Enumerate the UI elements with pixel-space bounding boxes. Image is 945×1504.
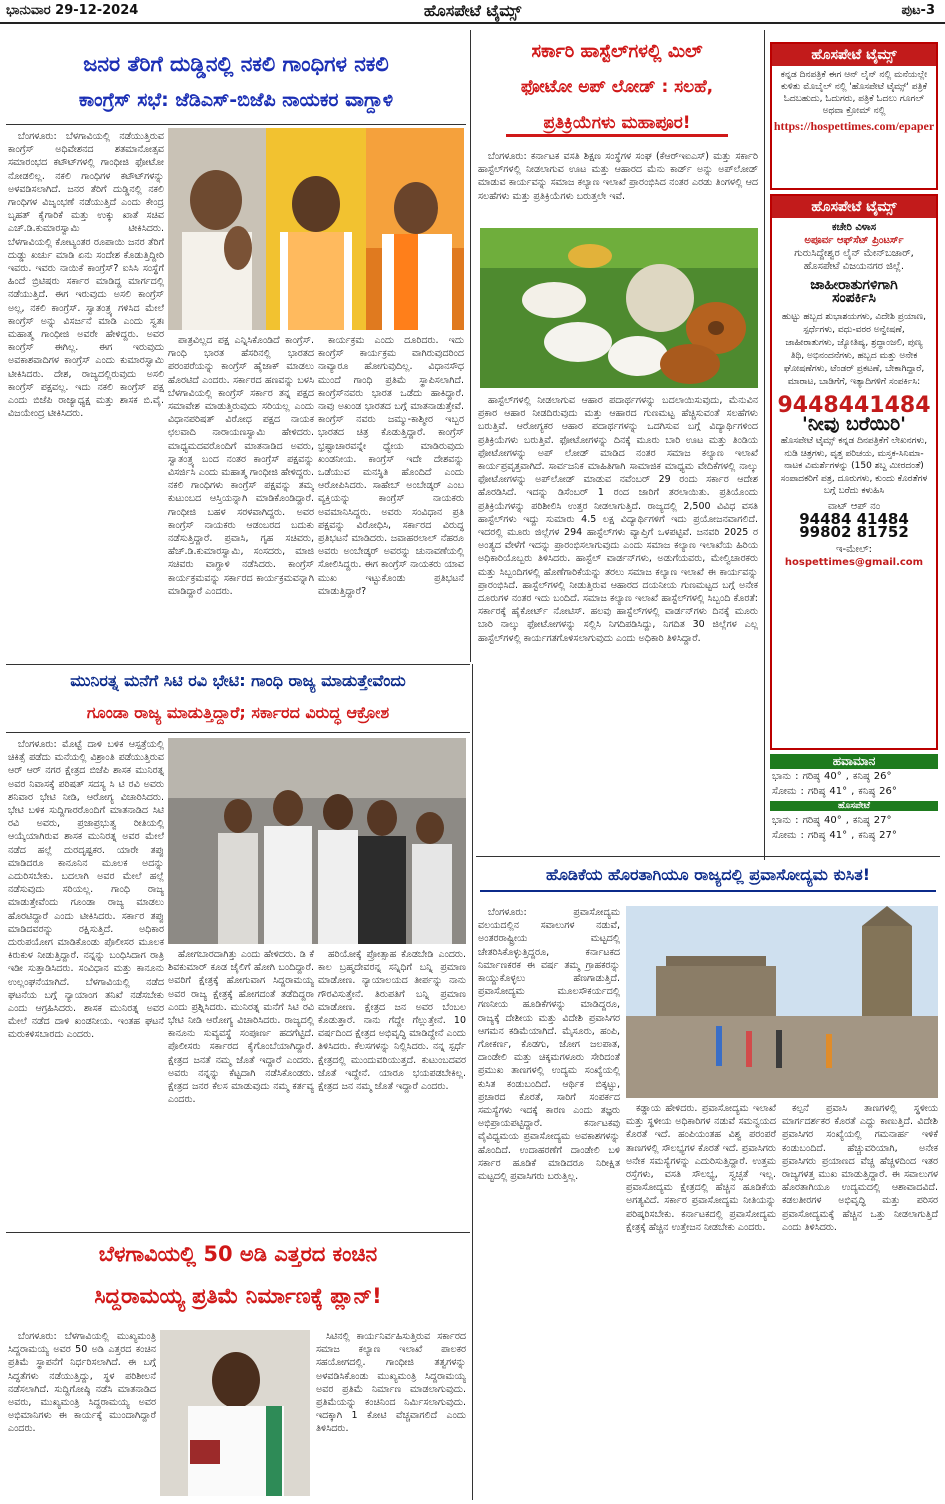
weather-day: ಭಾನು [772,815,792,826]
office-label: ಕಚೇರಿ ವಿಳಾಸ [831,222,877,233]
write-slogan: 'ನೀವು ಬರೆಯಿರಿ' [802,413,906,435]
weather-row: ಭಾನು : ಗರಿಷ್ಠ 40° , ಕನಿಷ್ಠ 27° [772,815,892,826]
story3-headline-1: ಮುನಿರತ್ನ ಮನೆಗೆ ಸಿಟಿ ರವಿ ಭೇಟಿ: ಗಾಂಧಿ ರಾಜ್ಯ ಮಾಡುತ್ತೇವೆಂದು [70,671,406,690]
story2-intro-text: ಬೆಂಗಳೂರು: ಕರ್ನಾಟಕ ವಸತಿ ಶಿಕ್ಷಣ ಸಂಸ್ಥೆಗಳ ಸಂಘ (ಕೆಆರ್‌ಇಐಎಸ್) ಮತ್ತು ಸರ್ಕಾರಿ ಹಾಸ್ಟೆಲ್‌ಗಳಲ್ಲಿ ನೀಡಲಾಗುವ ಊಟ ಮತ್ತು ಆಹಾರದ ಮೆನು ಕಾರ್ಡ್ ಅನ್ನು ಅಪ್‌ಲೋಡ್ ಮಾಡುವ ಕಾರ್ಯವನ್ನು ಸಮಾಜ ಕಲ್ಯಾಣ ಇಲಾಖೆ ಪ್ರಾರಂಭಿಸಿದ ನಂತರ ಎರಡು ತಿಂಗಳಲ್ಲಿ ಆದ ಸಲಹೆಗಳು ಮತ್ತು ಪ್ರತಿಕ್ರಿಯೆಗಳು ಬರುತ್ತಲೇ ಇವೆ. [478,151,758,202]
story5-body-2: ಸಿಟಿನಲ್ಲಿ ಕಾರ್ಯನಿರ್ವಹಿಸುತ್ತಿರುವ ಸರ್ಕಾರದ ಸಮಾಜ ಕಲ್ಯಾಣ ಇಲಾಖೆ ಪಾಲಕರ ಸಹಯೋಗದಲ್ಲಿ. ಗಾಂಧೀಜಿ ತತ್ವಗಳನ್ನು ಅಳವಡಿಸಿಕೊಂಡು ಮುಖ್ಯಮಂತ್ರಿ ಸಿದ್ದರಾಮಯ್ಯ ಅವರ ಪ್ರತಿಮೆ ನಿರ್ಮಾಣ ಮಾಡಲಾಗುವುದು. ಪ್ರತಿಮೆಯನ್ನು ಕಂಚಿನಿಂದ ನಿರ್ಮಿಸಲಾಗುವುದು. ಇದಕ್ಕಾಗಿ 1 ಕೋಟಿ ವೆಚ್ಚವಾಗಲಿದೆ ಎಂದು ತಿಳಿಸಿದರು. [316,1331,466,1435]
page-number: ಪುಟ-3 [901,3,935,18]
story1-body-1: ಬೆಂಗಳೂರು: ಬೆಳಗಾವಿಯಲ್ಲಿ ನಡೆಯುತ್ತಿರುವ ಕಾಂಗ್ರೆಸ್ ಅಧಿವೇಶನದ ಶತಮಾನೋತ್ಸವ ಸಮಾರಂಭದ ಕಟೌಟ್‌ಗಳಲ್ಲಿ ಗಾಂಧೀಜಿ ಫೋಟೋ ನೋಡಲಿಲ್ಲ. ನಕಲಿ ಗಾಂಧಿಗಳ ಕಟೌಟ್‌ಗಳನ್ನು ಅಳವಡಿಸಲಾಗಿದೆ. ಜನರ ತೆರಿಗೆ ದುಡ್ಡಿನಲ್ಲಿ ನಕಲಿ ಗಾಂಧಿಗಳ ವಿಜೃಂಭಣೆ ನಡೆಯುತ್ತಿದೆ ಎಂದು ಕೇಂದ್ರ ಬೃಹತ್ ಕೈಗಾರಿಕೆ ಮತ್ತು ಉಕ್ಕು ಖಾತೆ ಸಚಿವ ಎಚ್.ಡಿ.ಕುಮಾರಸ್ವಾಮಿ ಟೀಕಿಸಿದರು. ಬೆಳಗಾವಿಯಲ್ಲಿ ಕೋಟ್ಯಂತರ ರೂಪಾಯಿ ಜನರ ತೆರಿಗೆ ದುಡ್ಡು ಖರ್ಚು ಮಾಡಿ ಏನು ಸಂದೇಶ ಕೊಡುತ್ತಿದ್ದೀರಿ ಇವರು. ಇವರು ನಾಯಿಕೆ ಕಾಂಗ್ರೆಸ್? ಐಸಿಸಿ ಸಂಸ್ಥೆಗೆ ಹಿಂದೆ ಬ್ರಿಟಿಷರು ಸರ್ಕಾರ ಮಾಡಿದ್ದ ಮಾರ್ಗದಲ್ಲಿ ನಡೆಯುತ್ತಿದೆ. ಈಗ ಇರುವುದು ಅಸಲಿ ಕಾಂಗ್ರೆಸ್ ಅಲ್ಲ, ನಕಲಿ ಕಾಂಗ್ರೆಸ್. ಸ್ವಾತಂತ್ರ್ಯ ಗಳಿಸಿದ ಮೇಲೆ ಕಾಂಗ್ರೆಸ್ ಅನ್ನು ವಿಸರ್ಜನೆ ಮಾಡಿ ಎಂದು ಸ್ವತಃ ಮಹಾತ್ಮ ಗಾಂಧೀಜಿ ಅವರೇ ಹೇಳಿದ್ದರು. ಅವರ ಕಾಂಗ್ರೆಸ್ ಈಗಿಲ್ಲ. ಈಗ ಇರುವುದು ಅವಕಾಶವಾದಿಗಳ ಕಾಂಗ್ರೆಸ್ ಎಂದು ಕುಮಾರಸ್ವಾಮಿ ಟೀಕಿಸಿದರು. ದೇಶ, ರಾಜ್ಯದಲ್ಲಿರುವುದು ಅಸಲಿ ಕಾಂಗ್ರೆಸ್ ಪಕ್ಷವಲ್ಲ. ಇದು ನಕಲಿ ಕಾಂಗ್ರೆಸ್ ಪಕ್ಷ ಎಂದು ಬಿಜೆಪಿ ರಾಜ್ಯಾಧ್ಯಕ್ಷ ಮತ್ತು ಶಾಸಕ ಬಿ.ವೈ. ವಿಜಯೇಂದ್ರ ಟೀಕಿಸಿದರು. [8,131,164,420]
max-label: ಗರಿಷ್ಠ [807,786,826,797]
story2-body-text: ಹಾಸ್ಟೆಲ್‌ಗಳಲ್ಲಿ ನೀಡಲಾಗುವ ಆಹಾರ ಪದಾರ್ಥಗಳನ್ನು ಬದಲಾಯಿಸುವುದು, ಮೆನುವಿನ ಪ್ರಕಾರ ಆಹಾರ ನೀಡದಿರುವುದು ಮತ್ತು ಆಹಾರದ ಗುಣಮಟ್ಟ ಹೆಚ್ಚಿಸುವಂತೆ ಸಲಹೆಗಳು ಬರುತ್ತಿವೆ. ಆರೋಗ್ಯಕರ ಆಹಾರ ಪದಾರ್ಥಗಳನ್ನು ಒದಗಿಸುವ ಬಗ್ಗೆ ವಿದ್ಯಾರ್ಥಿಗಳಿಂದ ಪ್ರತಿಕ್ರಿಯೆಗಳು ಬರುತ್ತಿವೆ. ಫೋಟೋಗಳನ್ನು ದಿನಕ್ಕೆ ಮೂರು ಬಾರಿ ಊಟ ಮತ್ತು ತಿಂಡಿಯ ಫೋಟೋಗಳನ್ನು ಅಪ್ ಲೋಡ್ ಮಾಡಿದ ನಂತರ ಸಮಾಜ ಕಲ್ಯಾಣ ಇಲಾಖೆ ಕಾರ್ಯಪ್ರವೃತ್ತವಾಗಿದೆ. ಸಾರ್ವಜನಿಕ ಮಾಹಿತಿಗಾಗಿ ಸಾಮಾಜಿಕ ಮಾಧ್ಯಮ ವೇದಿಕೆಗಳಲ್ಲಿ ನಾಲ್ಕು ಫೋಟೋಗಳನ್ನು ಅಪ್‌ಲೋಡ್ ಮಾಡುವ ನವೆಂಬರ್ 29 ರಂದು ಸರ್ಕಾರ ಆದೇಶ ಹೊರಡಿಸಿದೆ. ಇದನ್ನು ಡಿಸೆಂಬರ್ 1 ರಂದ ಜಾರಿಗೆ ತರಲಾಯಿತು. ಪ್ರತಿಯೊಂದು ಪ್ರತಿಕ್ರಿಯೆಗಳನ್ನು ಪರಿಶೀಲಿಸಿ ಉತ್ತರ ನೀಡಲಾಗುತ್ತಿದೆ. ರಾಜ್ಯದಲ್ಲಿ 2,500 ವಿವಿಧ ವಸತಿ ಹಾಸ್ಟೆಲ್‌ಗಳು ಇದ್ದು ಸುಮಾರು 4.5 ಲಕ್ಷ ವಿದ್ಯಾರ್ಥಿಗಳಿಗೆ ಇದು ಪ್ರಯೋಜನವಾಗಲಿದೆ. ಇದರಲ್ಲಿ ಮೂರು ಜಿಲ್ಲೆಗಳ 294 ಹಾಸ್ಟೆಲ್‌ಗಳು ವ್ಯಾಪ್ತಿಗೆ ಒಳಪಟ್ಟಿವೆ. ಜನವರಿ 2025 ರ ಅಂತ್ಯದ ವೇಳೆಗೆ ಇದನ್ನು ಪ್ರಾರಂಭಿಸಲಾಗುವುದು ಎಂದು ಸಮಾಜ ಕಲ್ಯಾಣ ಇಲಾಖೆಯ ಹಿರಿಯ ಅಧಿಕಾರಿಯೊಬ್ಬರು ತಿಳಿಸಿದರು. ಹಾಸ್ಟೆಲ್ ವಾರ್ಡನ್‌ಗಳು, ಅಡುಗೆಯವರು, ಮೇಲ್ವಿಚಾರಕರು ಮತ್ತು ಸಿಬ್ಬಂದಿಗಳಲ್ಲಿ ಹೊಣೆಗಾರಿಕೆಯನ್ನು ತರಲು ಸಮಾಜ ಕಲ್ಯಾಣ ಇಲಾಖೆ ಈ ಕಾರ್ಯವನ್ನು ಪ್ರಾರಂಭಿಸಿದೆ. ಹಾಸ್ಟೆಲ್‌ಗಳಲ್ಲಿ ನೀಡುತ್ತಿರುವ ಆಹಾರದ ದಯನೀಯ ಗುಣಮಟ್ಟದ ಬಗ್ಗೆ ಅನೇಕ ದೂರುಗಳ ನಂತರ ಇದು ಬಂದಿದೆ. ಸಮಾಜ ಕಲ್ಯಾಣ ಇಲಾಖೆ ಹಾಸ್ಟೆಲ್‌ಗಳಲ್ಲಿ ಸಿಬ್ಬಂದಿ ಕೊರತೆ: ಸರ್ಕಾರಕ್ಕೆ ಹೈಕೋರ್ಟ್ ನೋಟಿಸ್. ಹಲವು ಹಾಸ್ಟೆಲ್‌ಗಳಲ್ಲಿ ವಾರ್ಡನ್‌ಗಳು ದಿನಕ್ಕೆ ಮೂರು ಬಾರಿ ನಾಲ್ಕು ಫೋಟೋಗಳನ್ನು ಸಲ್ಲಿಸಿ ನಿಗದಿಪಡಿಸಿದ್ದು, ನಿಗದಿತ 30 ಜಿಲ್ಲೆಗಳ ಎಲ್ಲ ಹಾಸ್ಟೆಲ್‌ಗಳಲ್ಲಿ ಕಾರ್ಯಗತಗೊಳಿಸಲಾಗುವುದು ಎಂದು ಅಧಿಕಾರಿ ತಿಳಿಸಿದ್ದಾರೆ. [478,395,758,644]
weather-row: ಭಾನು : ಗರಿಷ್ಠ 40° , ಕನಿಷ್ಠ 26° [772,771,892,782]
write-instructions: ಹೊಸಪೇಟೆ ಟೈಮ್ಸ್ ಕನ್ನಡ ದಿನಪತ್ರಿಕೆಗೆ ಲೇಖನಗಳು, ನುಡಿ ಚಿತ್ರಗಳು, ವೃತ್ತ ಪರಿಚಯ, ಮಸ್ತಕ-ಸಿನಿಮಾ-ನಾಟಕ ವಿಮರ್ಶೆಗಳನ್ನು (150 ಶಬ್ದ ಮೀರದಂತೆ) ಸಂಪಾದಕರಿಗೆ ಪತ್ರ, ದೂರುಗಳು, ಕುಂದು ಕೊರತೆಗಳ ಬಗ್ಗೆ ಬರೆದು ಕಳುಹಿಸಿ [780,436,928,496]
max-label: ಗರಿಷ್ಠ [802,815,820,826]
weather-title: ಹವಾಮಾನ [770,754,938,769]
weather-row: ಸೋಮ : ಗರಿಷ್ಠ 41° , ಕನಿಷ್ಠ 26° [772,786,897,797]
contact-label: ಸಂಪರ್ಕಿಸಿ [832,290,876,306]
divider [472,664,473,1500]
divider [6,1232,470,1233]
office-address: ಗುರುಸಿದ್ದೇಶ್ವರ ಲೈನ್ ಮೇನ್‌ಬಜಾರ್, ಹೊಸಪೇಟೆ ವಿಜಯನಗರ ಜಿಲ್ಲೆ. [794,248,914,272]
min-temp: 27° [879,830,897,841]
story3-body-1: ಬೆಂಗಳೂರು: ಮೊಟ್ಟೆ ದಾಳಿ ಬಳಿಕ ಆಸ್ಪತ್ರೆಯಲ್ಲಿ ಚಿಕಿತ್ಸೆ ಪಡೆದು ಮನೆಯಲ್ಲಿ ವಿಶ್ರಾಂತಿ ಪಡೆಯುತ್ತಿರುವ ಆರ್ ಆರ್ ನಗರ ಕ್ಷೇತ್ರದ ಬಿಜೆಪಿ ಶಾಸಕ ಮುನಿರತ್ನ ಅವರ ನಿವಾಸಕ್ಕೆ ಪರಿಷತ್ ಸದಸ್ಯ ಸಿ ಟಿ ರವಿ ಅವರು ಶನಿವಾರ ಭೇಟಿ ನೀಡಿ, ಆರೋಗ್ಯ ವಿಚಾರಿಸಿದರು. ಭೇಟಿ ಬಳಿಕ ಸುದ್ದಿಗಾರರೊಂದಿಗೆ ಮಾತನಾಡಿದ ಸಿಟಿ ರವಿ ಅವರು, ಪ್ರಜಾಪ್ರಭುತ್ವ ರೀತಿಯಲ್ಲಿ ಆಯ್ಕೆಯಾಗಿರುವ ಶಾಸಕ ಮುನಿರತ್ನ ಅವರ ಮೇಲೆ ನಡೆದ ಹಲ್ಲೆ ದುರದೃಷ್ಟಕರ. ಯಾರೇ ತಪ್ಪು ಮಾಡಿದರೂ ಕಾನೂನಿನ ಮೂಲಕ ಅದನ್ನು ಎದುರಿಸಬೇಕು. ಬದಲಾಗಿ ಅವರ ಮೇಲೆ ಹಲ್ಲೆ ನಡೆಸುವುದು ಸರಿಯಲ್ಲ. ಗಾಂಧಿ ರಾಜ್ಯ ಮಾಡುತ್ತೇವೆಂದು ಗೂಂಡಾ ರಾಜ್ಯ ಮಾಡಲು ಹೊರಟಿದ್ದಾರೆ ಎಂದು ಟೀಕಿಸಿದರು. ಸರ್ಕಾರ ತಪ್ಪು ಮಾಡಿದವರನ್ನು ರಕ್ಷಿಸುತ್ತಿದೆ. ಅಧಿಕಾರ ದುರುಪಯೋಗ ಮಾಡಿಕೊಂಡು ಪೊಲೀಸರ ಮೂಲಕ ಕಿರುಕುಳ ನೀಡುತ್ತಿದ್ದಾರೆ. ನನ್ನನ್ನು ಬಂಧಿಸಿದಾಗ ರಾತ್ರಿ ಇಡೀ ಸುತ್ತಾಡಿಸಿದರು. ಸಂವಿಧಾನ ಮತ್ತು ಕಾನೂನು ಉಲ್ಲಂಘನೆಯಾಗಿದೆ. ಬೆಳಗಾವಿಯಲ್ಲಿ ನಡೆದ ಘಟನೆಯ ಬಗ್ಗೆ ನ್ಯಾಯಾಂಗ ತನಿಖೆ ನಡೆಸಬೇಕು ಎಂದು ಆಗ್ರಹಿಸಿದರು. ಶಾಸಕ ಮುನಿರತ್ನ ಅವರ ಮೇಲೆ ನಡೆದ ದಾಳಿ ಖಂಡನೀಯ. ಇಂತಹ ಘಟನೆ ಮರುಕಳಿಸಬಾರದು ಎಂದರು. [8,739,164,1041]
max-temp: 40° [823,771,842,782]
story1-body-3: ಕಾರ್ಯಕ್ರಮ ಎಂದು ದೂರಿದರು. ಇದು ಕಾಂಗ್ರೆಸ್ ಕಾರ್ಯಕ್ರಮ ವಾಗಿರುವುದರಿಂದ ನಾವ್ಯಾರೂ ಹೋಗುವುದಿಲ್ಲ. ವಿಧಾನಸೌಧ ಮುಂದೆ ಗಾಂಧಿ ಪ್ರತಿಮೆ ಸ್ಥಾಪಿಸಲಾಗಿದೆ. ಕಾಂಗ್ರೆಸ್‌ನವರು ಭಾರತ ಒಡೆದು ಹಾಕಿದ್ದಾರೆ. ನಾವು ಅಖಂಡ ಭಾರತದ ಬಗ್ಗೆ ಮಾತನಾಡುತ್ತೇವೆ. ಕಾಂಗ್ರೆಸ್ ನವರು ಜಮ್ಮು-ಕಾಶ್ಮೀರ ಇಬ್ಬರ ಭಾರತದ ಚಿತ್ರ ಕೊಡುತ್ತಿದ್ದಾರೆ. ಕಾಂಗ್ರೆಸ್ ಭ್ರಷ್ಟಾಚಾರವನ್ನೇ ಧ್ಯೇಯ ಮಾಡಿರುವುದು ಖಂಡನೀಯ. ಕಾಂಗ್ರೆಸ್ ಇದೇ ದೇಶವನ್ನು ಒಡೆಯುವ ಮನಸ್ಥಿತಿ ಹೊಂದಿದೆ ಎಂದು ಆರೋಪಿಸಿದರು. ಸಾಹೇಬ್ ಅಂಬೇಡ್ಕರ್ ಎಂಬ ವ್ಯಕ್ತಿಯನ್ನು ಕಾಂಗ್ರೆಸ್ ನಾಯಕರು ಅವಮಾನಿಸಿದ್ದರು. ಅವರು ಸಂವಿಧಾನ ಪ್ರತಿ ಪಕ್ಷವನ್ನು ವಿರೋಧಿಸಿ, ಸರ್ಕಾರದ ವಿರುದ್ಧ ಪ್ರತಿಭಟನೆ ಮಾಡಿದರು. ಜವಾಹರಲಾಲ್ ನೆಹರೂ ಅವರು ಅಂಬೇಡ್ಕರ್ ಅವರನ್ನು ಚುನಾವಣೆಯಲ್ಲಿ ಸೋಲಿಸಿದ್ದರು. ಈಗ ಕಾಂಗ್ರೆಸ್ ನಾಯಕರು ಯಾವ ಮುಖ ಇಟ್ಟುಕೊಂಡು ಪ್ರತಿಭಟನೆ ಮಾಡುತ್ತಿದ್ದಾರೆ? [318,335,464,597]
weather-day: ಭಾನು [772,771,792,782]
story2-headline-1: ಸರ್ಕಾರಿ ಹಾಸ್ಟೆಲ್‌ಗಳಲ್ಲಿ ಮಿಲ್ [531,41,703,62]
epaper-ad [770,42,938,190]
story4-photo [626,906,938,1098]
masthead: ಹೊಸಪೇಟೆ ಟೈಮ್ಸ್ [423,1,522,20]
story1-headline-2: ಕಾಂಗ್ರೆಸ್ ಸಭೆ: ಜೆಡಿಎಸ್-ಬಿಜೆಪಿ ನಾಯಕರ ವಾಗ್ದಾಳಿ [78,89,394,111]
story2-headline-2: ಫೋಟೋ ಅಪ್ ಲೋಡ್ : ಸಲಹೆ, [520,77,714,97]
ads-title: ಜಾಹೀರಾತುಗಳಿಗಾಗಿ [810,277,898,293]
story3-body-2: ಹೋಗಬಾರದಾಗಿತ್ತು ಎಂದು ಹೇಳಿದರು. ಡಿ ಕೆ ಶಿವಕುಮಾರ್ ಕೂಡ ಜೈಲಿಗೆ ಹೋಗಿ ಬಂದಿದ್ದಾರೆ. ಅವರಿಗೆ ಕ್ಷೇತ್ರಕ್ಕೆ ಹೋಗುವಾಗ ಸಿದ್ದರಾಮಯ್ಯ ಅವರ ರಾಜ್ಯ ಕ್ಷೇತ್ರಕ್ಕೆ ಹೋಗದಂತೆ ತಡೆದಿದ್ದರಾ ಎಂದು ಪ್ರಶ್ನಿಸಿದರು. ಮುನಿರತ್ನ ಮನೆಗೆ ಸಿಟಿ ರವಿ ಭೇಟಿ ನೀಡಿ ಆರೋಗ್ಯ ವಿಚಾರಿಸಿದರು. ರಾಜ್ಯದಲ್ಲಿ ಕಾನೂನು ಸುವ್ಯವಸ್ಥೆ ಸಂಪೂರ್ಣ ಹದಗೆಟ್ಟಿದೆ. ಪೊಲೀಸರು ಸರ್ಕಾರದ ಕೈಗೊಂಬೆಯಾಗಿದ್ದಾರೆ. ಕ್ಷೇತ್ರದ ಜನತೆ ನಮ್ಮ ಜೊತೆ ಇದ್ದಾರೆ ಎಂದರು. ಅವರು ನನ್ನನ್ನು ಕೆಟ್ಟದಾಗಿ ನಡೆಸಿಕೊಂಡರು. ಕ್ಷೇತ್ರದ ಜನರ ಕೆಲಸ ಮಾಡುವುದು ನಮ್ಮ ಕರ್ತವ್ಯ ಎಂದರು. [168,949,314,1106]
ad-text: ಕನ್ನಡ ದಿನಪತ್ರಿಕೆ ಈಗ ಆನ್ ಲೈನ್ ನಲ್ಲಿ ಮನೆಯಲ್ಲೇ ಕುಳಿತು ಮೊಬೈಲ್ ನಲ್ಲಿ 'ಹೊಸಪೇಟೆ ಟೈಮ್ಸ್' ಪತ್ರಿಕೆ ಓದಬಹುದು, ಓದುಗರು, ಪತ್ರಿಕೆ ಓದಲು ಗೂಗಲ್ ಅಥವಾ ಕ್ರೋಮ್ ನಲ್ಲಿ [780,70,928,116]
weather-day: ಸೋಮ [772,786,797,797]
weather-subtitle: ಹೊಸಪೇಟೆ [770,801,938,811]
politicians-photo [168,128,464,330]
story1-column-2 [168,334,314,658]
whatsapp-number-2[interactable]: 99802 81752 [799,522,909,541]
story3-headline-2: ಗೂಂಡಾ ರಾಜ್ಯ ಮಾಡುತ್ತಿದ್ದಾರೆ; ಸರ್ಕಾರದ ವಿರುದ್ಧ ಆಕ್ರೋಶ [86,703,390,722]
story3-photo [168,738,466,944]
divider [764,30,765,860]
whatsapp-label: ವಾಟ್ ಆಪ್ ನಂ [827,500,881,512]
epaper-link[interactable]: https://hospettimes.com/epaper [773,119,935,133]
whatsapp-number-1[interactable]: 94484 41484 [799,509,909,528]
page-header [0,0,945,24]
story4-body-2: ಕಡ್ಡಾಯ ಹೇಳಿದರು. ಪ್ರವಾಸೋದ್ಯಮ ಇಲಾಖೆ ಮತ್ತು ಸ್ಥಳೀಯ ಅಧಿಕಾರಿಗಳ ನಡುವೆ ಸಮನ್ವಯದ ಕೊರತೆ ಇದೆ. ಹಂಪಿಯಂತಹ ವಿಶ್ವ ಪರಂಪರೆ ತಾಣಗಳಲ್ಲಿ ಸೌಲಭ್ಯಗಳ ಕೊರತೆ ಇದೆ. ಪ್ರವಾಸಿಗರು ಅನೇಕ ಸಮಸ್ಯೆಗಳನ್ನು ಎದುರಿಸುತ್ತಿದ್ದಾರೆ. ಉತ್ತಮ ರಸ್ತೆಗಳು, ವಸತಿ ಸೌಲಭ್ಯ, ಸ್ವಚ್ಛತೆ ಇಲ್ಲ. ಪ್ರವಾಸೋದ್ಯಮ ಕ್ಷೇತ್ರದಲ್ಲಿ ಹೆಚ್ಚಿನ ಹೂಡಿಕೆಯ ಅಗತ್ಯವಿದೆ. ಸರ್ಕಾರ ಪ್ರವಾಸೋದ್ಯಮ ನೀತಿಯನ್ನು ಪರಿಷ್ಕರಿಸಬೇಕು. ಕರ್ನಾಟಕದಲ್ಲಿ ಪ್ರವಾಸೋದ್ಯಮ ಕ್ಷೇತ್ರಕ್ಕೆ ಹೆಚ್ಚಿನ ಉತ್ತೇಜನ ನೀಡಬೇಕು ಎಂದರು. [626,1103,776,1233]
story5-body-1: ಬೆಂಗಳೂರು: ಬೆಳಗಾವಿಯಲ್ಲಿ ಮುಖ್ಯಮಂತ್ರಿ ಸಿದ್ದರಾಮಯ್ಯ ಅವರ 50 ಅಡಿ ಎತ್ತರದ ಕಂಚಿನ ಪ್ರತಿಮೆ ಸ್ಥಾಪನೆಗೆ ನಿರ್ಧರಿಸಲಾಗಿದೆ. ಈ ಬಗ್ಗೆ ಸಿದ್ಧತೆಗಳು ನಡೆಯುತ್ತಿದ್ದು, ಸ್ಥಳ ಪರಿಶೀಲನೆ ನಡೆಸಲಾಗಿದೆ. ಸುದ್ದಿಗೋಷ್ಠಿ ನಡೆಸಿ ಮಾತನಾಡಿದ ಅವರು, ಮುಖ್ಯಮಂತ್ರಿ ಸಿದ್ದರಾಮಯ್ಯ ಅವರ ಅಭಿಮಾನಿಗಳು ಈ ಕಾರ್ಯಕ್ಕೆ ಮುಂದಾಗಿದ್ದಾರೆ ಎಂದರು. [8,1331,156,1435]
story4-column-1 [478,906,620,1496]
story1-headline-1: ಜನರ ತೆರಿಗೆ ದುಡ್ಡಿನಲ್ಲಿ ನಕಲಿ ಗಾಂಧಿಗಳ ನಕಲಿ [83,52,389,76]
story2-photo [480,228,758,388]
max-label: ಗರಿಷ್ಠ [802,771,820,782]
issue-date: ಭಾನುವಾರ 29-12-2024 [6,3,139,18]
story1-photo [168,128,464,330]
story5-column-1 [8,1330,156,1498]
min-temp: 26° [873,771,892,782]
weather-day: ಸೋಮ [772,830,797,841]
min-temp: 27° [873,815,892,826]
story4-body-3: ಕಲ್ಪನೆ ಪ್ರವಾಸಿ ತಾಣಗಳಲ್ಲಿ ಸ್ಥಳೀಯ ಮಾರ್ಗದರ್ಶಕರ ಕೊರತೆ ಎದ್ದು ಕಾಣುತ್ತಿದೆ. ವಿದೇಶಿ ಪ್ರವಾಸಿಗರ ಸಂಖ್ಯೆಯಲ್ಲಿ ಗಮನಾರ್ಹ ಇಳಿಕೆ ಕಂಡುಬಂದಿದೆ. ಹೆಚ್ಚುವರಿಯಾಗಿ, ಅನೇಕ ಪ್ರವಾಸಿಗರು ಪ್ರಯಾಣದ ವೆಚ್ಚ ಹೆಚ್ಚಳದಿಂದ ಇತರ ರಾಜ್ಯಗಳತ್ತ ಮುಖ ಮಾಡುತ್ತಿದ್ದಾರೆ. ಈ ಸವಾಲುಗಳ ಹೊರತಾಗಿಯೂ ಉದ್ಯಮದಲ್ಲಿ ಆಶಾವಾದವಿದೆ. ಕಡಲತೀರಗಳ ಅಭಿವೃದ್ಧಿ ಮತ್ತು ಪರಿಸರ ಪ್ರವಾಸೋದ್ಯಮಕ್ಕೆ ಹೆಚ್ಚಿನ ಒತ್ತು ನೀಡಲಾಗುತ್ತಿದೆ ಎಂದು ತಿಳಿಸಿದರು. [782,1103,938,1233]
max-temp: 41° [829,830,848,841]
divider [6,124,466,125]
story3-column-3 [318,948,466,1226]
story3-column-2 [168,948,314,1226]
weather-row: ಸೋಮ : ಗರಿಷ್ಠ 41° , ಕನಿಷ್ಠ 27° [772,830,897,841]
story5-headline-2: ಸಿದ್ದರಾಮಯ್ಯ ಪ್ರತಿಮೆ ನಿರ್ಮಾಣಕ್ಕೆ ಪ್ಲಾನ್! [94,1284,382,1308]
min-label: ಕನಿಷ್ಠ [858,830,876,841]
meal-photo [480,228,758,388]
email-address[interactable]: hospettimes@gmail.com [784,556,924,568]
ad-title: ಹೊಸಪೇಟೆ ಟೈಮ್ಸ್ [772,44,936,66]
story1-column-1 [8,130,164,658]
printer-name: ಅಪೂರ್ವ ಆಫ್‌ಸೆಟ್ ಪ್ರಿಂಟರ್ಸ್ [804,235,904,246]
story3-body-3: ಹರಿಯೋಕ್ಕೆ ಪ್ರೋತ್ಸಾಹ ಕೊಡಬೇಡಿ ಎಂದರು. ಕಾಲ ಬ್ರಹ್ಮದೇವರನ್ನ ಸನ್ನಿಧಿಗೆ ಬನ್ನಿ ಪ್ರಮಾಣ ಮಾಡೋಣ. ನ್ಯಾಯಾಲಯದ ತೀರ್ಪನ್ನು ನಾನು ಗೌರವಿಸುತ್ತೇನೆ. ತಿರುಪತಿಗೆ ಬನ್ನಿ ಪ್ರಮಾಣ ಮಾಡೋಣ. ಕ್ಷೇತ್ರದ ಜನ ಅವರ ಬೆಂಬಲ ಕೊಡುತ್ತಾರೆ. ನಾನು ಗೆದ್ದೇ ಗೆಲ್ಲುತ್ತೇನೆ. 10 ವರ್ಷದಿಂದ ಕ್ಷೇತ್ರದ ಅಭಿವೃದ್ಧಿ ಮಾಡಿದ್ದೇನೆ ಎಂದು ತಿಳಿಸಿದರು. ಕೆಲಸಗಳನ್ನು ನಿಲ್ಲಿಸಿದರು. ನನ್ನ ಸ್ಪರ್ಧೆ ಕ್ಷೇತ್ರದಲ್ಲಿ ಮುಂದುವರಿಯುತ್ತದೆ. ಕುಟುಂಬದವರ ಜೊತೆ ಇದ್ದೇನೆ. ಯಾರೂ ಭಯಪಡಬೇಕಿಲ್ಲ. ಕ್ಷೇತ್ರದ ಜನ ನಮ್ಮ ಜೊತೆ ಇದ್ದಾರೆ ಎಂದರು. [318,949,466,1093]
story1-body-2: ಪಾತ್ರವಿಲ್ಲದ ಪಕ್ಷ ಎನ್ನಿಸಿಕೊಂಡಿದೆ ಕಾಂಗ್ರೆಸ್. ಗಾಂಧಿ ಭಾರತ ಹೆಸರಿನಲ್ಲಿ ಭಾರತದ ಪರಂಪರೆಯನ್ನು ಕಾಂಗ್ರೆಸ್ ಹೈಜಾಕ್ ಮಾಡಲು ಹೊರಟಿದೆ ಎಂದರು. ಸರ್ಕಾರದ ಹಣವನ್ನು ಬಳಸಿ ಬೆಳಗಾವಿಯಲ್ಲಿ ಕಾಂಗ್ರೆಸ್ ಸರ್ಕಾರ ತನ್ನ ಪಕ್ಷದ ಸಮಾವೇಶ ಮಾಡುತ್ತಿರುವುದು ಸರಿಯಲ್ಲ ಎಂದು ವಿಧಾನಪರಿಷತ್ ವಿರೋಧ ಪಕ್ಷದ ನಾಯಕ ಛಲವಾದಿ ನಾರಾಯಣಸ್ವಾಮಿ ಹೇಳಿದರು. ಮಾಧ್ಯಮದವರೊಂದಿಗೆ ಮಾತನಾಡಿದ ಅವರು, ಸ್ವಾತಂತ್ರ್ಯ ಬಂದ ನಂತರ ಕಾಂಗ್ರೆಸ್ ಪಕ್ಷವನ್ನು ವಿಸರ್ಜಿಸಿ ಎಂದು ಮಹಾತ್ಮ ಗಾಂಧೀಜಿ ಹೇಳಿದ್ದರು. ನಕಲಿ ಗಾಂಧಿಗಳು ಕಾಂಗ್ರೆಸ್ ಪಕ್ಷವನ್ನು ತಮ್ಮ ಕುಟುಂಬದ ಆಸ್ತಿಯನ್ನಾಗಿ ಮಾಡಿಕೊಂಡಿದ್ದಾರೆ. ಗಾಂಧೀಜಿ ಬಹಳ ಸರಳವಾಗಿದ್ದರು. ಅವರ ಕಾಂಗ್ರೆಸ್ ನಾಯಕರು ಆಡಂಬರದ ಬದುಕು ನಡೆಸುತ್ತಿದ್ದಾರೆ. ಪ್ರವಾಸಿ, ಗೃಹ ಸಚಿವರು, ಹೆಚ್.ಡಿ.ಕುಮಾರಸ್ವಾಮಿ, ಸಂಸದರು, ಮಾಜಿ ಸಚಿವರು ವಾಗ್ದಾಳಿ ನಡೆಸಿದರು. ಕಾಂಗ್ರೆಸ್ ಕಾರ್ಯಕ್ರಮವನ್ನು ಸರ್ಕಾರದ ಕಾರ್ಯಕ್ರಮವನ್ನಾಗಿ ಮಾಡಿದ್ದಾರೆ ಎಂದರು. [168,335,314,597]
story4-column-3 [782,1102,938,1496]
ads-categories: ಹುಟ್ಟು ಹಬ್ಬದ ಶುಭಾಶಯಗಳು, ವಿದೇಶಿ ಪ್ರಯಾಣ, ಸ್ಪರ್ಧೆಗಳು, ವಧು-ವರರ ಅನ್ವೇಷಣೆ, ಜಾಹೀರಾತುಗಳು, ಜ್ಯೋತಿಷ್ಯ, ಶ್ರದ್ಧಾಂಜಲಿ, ಪುಣ್ಯ ತಿಥಿ, ಅಭಿನಂದನೆಗಳು, ಹಬ್ಬದ ಮತ್ತು ಅನೇಕ ಘೋಷಣೆಗಳು, ಟೆಂಡರ್ ಪ್ರಕಟಣೆ, ಬೇಕಾಗಿದ್ದಾರೆ, ಮಾರಾಟ, ಬಾಡಿಗೆಗೆ, ಇತ್ಯಾದಿಗಳಿಗೆ ಸಂಪರ್ಕಿಸಿ: [782,312,926,387]
story2-headline-3: ಪ್ರತಿಕ್ರಿಯೆಗಳು ಮಹಾಪೂರ! [506,114,728,137]
story5-photo [160,1330,310,1496]
max-label: ಗರಿಷ್ಠ [807,830,826,841]
story1-column-3 [318,334,464,658]
min-label: ಕನಿಷ್ಠ [852,771,870,782]
divider [476,856,940,857]
story4-headline: ಹೊಡಿಕೆಯ ಹೊರತಾಗಿಯೂ ರಾಜ್ಯದಲ್ಲಿ ಪ್ರವಾಸೋದ್ಯಮ ಕುಸಿತ! [480,866,936,892]
min-label: ಕನಿಷ್ಠ [858,786,876,797]
divider [470,30,471,662]
visit-photo [168,738,466,944]
story5-column-2 [316,1330,466,1498]
min-label: ಕನಿಷ್ಠ [852,815,870,826]
max-temp: 40° [823,815,842,826]
ad-phone[interactable]: 9448441484 [777,393,931,418]
story4-column-2 [626,1102,776,1496]
email-label: ಇ-ಮೇಲ್: [836,543,872,555]
contact-ad [770,194,938,750]
email-row [772,543,936,569]
max-temp: 41° [829,786,848,797]
weather-box [770,754,938,854]
story2-body [478,394,758,836]
min-temp: 26° [879,786,897,797]
story4-body-1: ಬೆಂಗಳೂರು: ಪ್ರವಾಸೋದ್ಯಮ ವಲಯದಲ್ಲಿನ ಸವಾಲುಗಳ ನಡುವೆ, ಅಂತರರಾಷ್ಟ್ರೀಯ ಮಟ್ಟದಲ್ಲಿ ಚೇತರಿಸಿಕೊಳ್ಳುತ್ತಿದ್ದರೂ, ಕರ್ನಾಟಕದ ನಿರ್ಮಾಣಕರಕ ಈ ವರ್ಷ ತಮ್ಮ ಗ್ರಾಹಕರನ್ನು ಕಾಯ್ದುಕೊಳ್ಳಲು ಹೆಣಗಾಡುತ್ತಿದೆ. ಪ್ರವಾಸೋದ್ಯಮ ಮೂಲಸೌಕರ್ಯದಲ್ಲಿ ಗಣನೀಯ ಹೂಡಿಕೆಗಳನ್ನು ಮಾಡಿದ್ದರೂ, ರಾಜ್ಯಕ್ಕೆ ದೇಶೀಯ ಮತ್ತು ವಿದೇಶಿ ಪ್ರವಾಸಿಗರ ಆಗಮನ ಕಡಿಮೆಯಾಗಿದೆ. ಮೈಸೂರು, ಹಂಪಿ, ಗೋಕರ್ಣ, ಕೊಡಗು, ಜೋಗ ಜಲಪಾತ, ದಾಂಡೇಲಿ ಮತ್ತು ಚಿಕ್ಕಮಗಳೂರು ಸೇರಿದಂತೆ ಪ್ರಮುಖ ತಾಣಗಳಲ್ಲಿ ಉದ್ಯಮ ಸಂಖ್ಯೆಯಲ್ಲಿ ಕುಸಿತ ಕಂಡುಬಂದಿದೆ. ಆರ್ಥಿಕ ಬಿಕ್ಕಟ್ಟು, ಪ್ರಚಾರದ ಕೊರತೆ, ಸಾರಿಗೆ ಸಂಪರ್ಕದ ಸಮಸ್ಯೆಗಳು ಇದಕ್ಕೆ ಕಾರಣ ಎಂದು ತಜ್ಞರು ಅಭಿಪ್ರಾಯಪಟ್ಟಿದ್ದಾರೆ. ಕರ್ನಾಟಕವು ವೈವಿಧ್ಯಮಯ ಪ್ರವಾಸೋದ್ಯಮ ಅವಕಾಶಗಳನ್ನು ಹೊಂದಿದೆ. ಉದಾಹರಣೆಗೆ ದಾಂಡೇಲಿ ಬಳಿ ಸರ್ಕಾರ ಹೂಡಿಕೆ ಮಾಡಿದರೂ ನಿರೀಕ್ಷಿತ ಮಟ್ಟದಲ್ಲಿ ಪ್ರವಾಸಿಗರು ಬರುತ್ತಿಲ್ಲ. [478,907,620,1183]
divider [6,732,470,733]
ad-title: ಹೊಸಪೇಟೆ ಟೈಮ್ಸ್ [772,196,936,218]
hampi-photo [626,906,938,1098]
story5-headline-1: ಬೆಳಗಾವಿಯಲ್ಲಿ 50 ಅಡಿ ಎತ್ತರದ ಕಂಚಿನ [98,1242,378,1266]
divider [6,664,470,665]
story2-intro [478,150,758,224]
siddaramaiah-photo [160,1330,310,1496]
story3-column-1 [8,738,164,1226]
